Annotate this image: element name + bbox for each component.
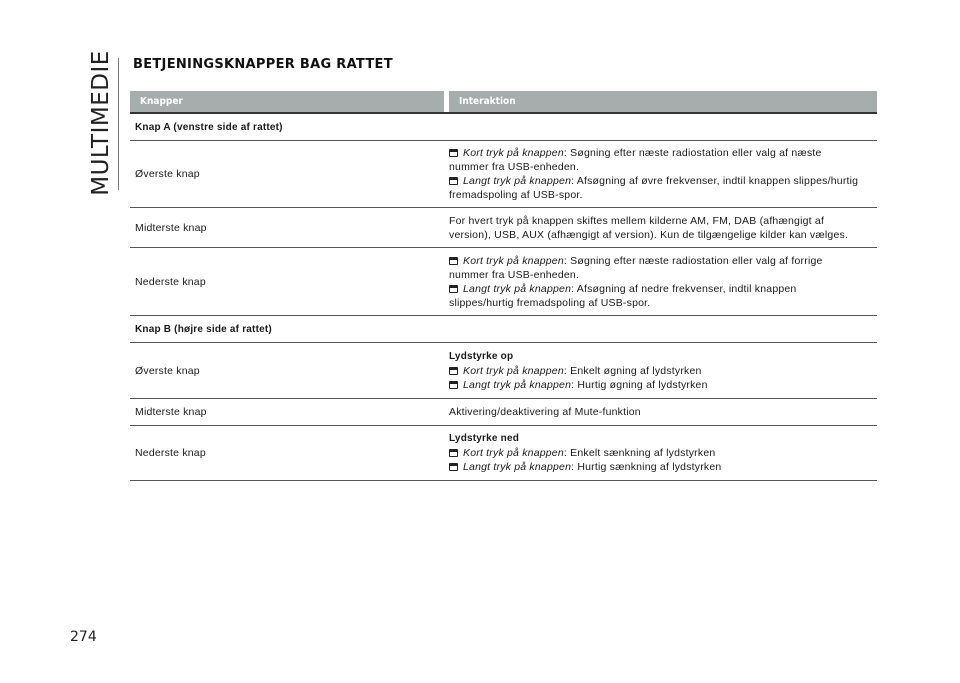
controls-table bbox=[130, 91, 877, 481]
page-title: BETJENINGSKNAPPER BAG RATTET bbox=[133, 57, 393, 72]
button-press-icon bbox=[449, 285, 458, 293]
section-b-title: Knap B (højre side af rattet) bbox=[135, 323, 272, 335]
table-row bbox=[130, 248, 877, 316]
button-press-icon bbox=[449, 463, 458, 471]
button-press-icon bbox=[449, 449, 458, 457]
table-header bbox=[130, 91, 877, 112]
row-label: Øverste knap bbox=[135, 364, 200, 377]
button-press-icon bbox=[449, 149, 458, 157]
side-label-text: MULTIMEDIE bbox=[88, 50, 114, 196]
side-divider bbox=[118, 58, 119, 190]
header-interaction: Interaktion bbox=[449, 91, 877, 112]
section-row-a bbox=[130, 112, 877, 141]
button-press-icon bbox=[449, 367, 458, 375]
row-interaction: Aktivering/deaktivering af Mute-funktion bbox=[449, 406, 641, 418]
row-label: Midterste knap bbox=[135, 406, 207, 418]
row-label: Nederste knap bbox=[135, 447, 206, 459]
button-press-icon bbox=[449, 381, 458, 389]
section-row-b bbox=[130, 316, 877, 343]
header-buttons: Knapper bbox=[130, 91, 444, 112]
row-label: Nederste knap bbox=[135, 275, 206, 288]
section-side-label bbox=[86, 50, 116, 196]
table-row bbox=[130, 399, 877, 426]
row-interaction: Lydstyrke op Kort tryk på knappen: Enkelt øgning af lydstyrken Langt tryk på knappen: Hurtig øgning af lydstyrken bbox=[449, 350, 708, 391]
button-press-icon bbox=[449, 257, 458, 265]
row-label: Midterste knap bbox=[135, 221, 207, 234]
row-interaction: For hvert tryk på knappen skiftes mellem kilderne AM, FM, DAB (afhængigt af version), USB, AUX (afhængigt af version). Kun de tilgængelige kilder kan vælges. bbox=[449, 214, 849, 241]
page-number: 274 bbox=[70, 629, 97, 645]
table-row bbox=[130, 141, 877, 208]
row-label: Øverste knap bbox=[135, 168, 200, 180]
table-row bbox=[130, 208, 877, 248]
row-interaction: Lydstyrke ned Kort tryk på knappen: Enkelt sænkning af lydstyrken Langt tryk på knappen: Hurtig sænkning af lydstyrken bbox=[449, 433, 722, 473]
table-row bbox=[130, 426, 877, 481]
table-row bbox=[130, 343, 877, 399]
section-a-title: Knap A (venstre side af rattet) bbox=[135, 121, 283, 133]
button-press-icon bbox=[449, 177, 458, 185]
row-interaction: Kort tryk på knappen: Søgning efter næste radiostation eller valg af næste nummer fra USB-enheden. Langt tryk på knappen: Afsøgning af øvre frekvenser, indtil knappen slippes/hurtig fremadspoling af USB-spor. bbox=[449, 147, 859, 201]
row-interaction: Kort tryk på knappen: Søgning efter næste radiostation eller valg af forrige nummer fra USB-enheden. Langt tryk på knappen: Afsøgning af nedre frekvenser, indtil knappen slippes/hurtig fremadspoling af USB-spor. bbox=[449, 254, 823, 309]
